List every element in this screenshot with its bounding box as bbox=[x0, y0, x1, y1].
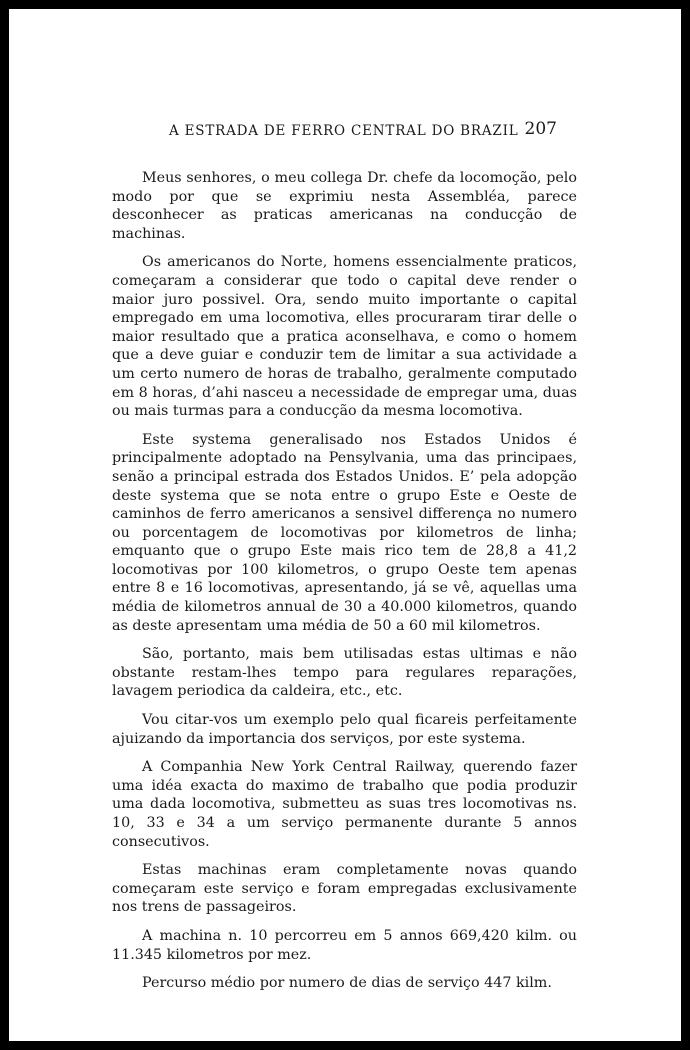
book-page bbox=[9, 9, 681, 1041]
paragraph: São, portanto, mais bem utilisadas estas ultimas e não obstante restam-lhes tempo para regulares reparações, lavagem periodica da caldeira, etc., etc. bbox=[112, 646, 577, 700]
running-title: A ESTRADA DE FERRO CENTRAL DO BRAZIL bbox=[169, 123, 519, 139]
paragraph: Vou citar-vos um exemplo pelo qual ficareis perfeitamente ajuizando da importancia dos serviços, por este systema. bbox=[112, 712, 577, 747]
page-number: 207 bbox=[524, 119, 557, 139]
paragraph: A Companhia New York Central Railway, querendo fazer uma idéa exacta do maximo de trabalho que podia produzir uma dada locomotiva, submetteu as suas tres locomotivas ns. 10, 33 e 34 a um serviço permanente durante 5 annos consecutivos. bbox=[112, 759, 577, 850]
paragraph: Estas machinas eram completamente novas quando começaram este serviço e foram empregadas exclusivamente nos trens de passageiros. bbox=[112, 862, 577, 916]
page-header bbox=[169, 119, 579, 149]
paragraph: Os americanos do Norte, homens essencialmente praticos, começaram a considerar que todo o capital deve render o maior juro possivel. Ora, sendo muito importante o capital empregado em uma locomotiva, elles procuraram tirar delle o maior resultado que a pratica aconselhava, e como o homem que a deve guiar e conduzir tem de limitar a sua actividade a um certo numero de horas de trabalho, geralmente computado em 8 horas, d’ahi nasceu a necessidade de empregar uma, duas ou mais turmas para a conducção da mesma locomotiva. bbox=[112, 254, 577, 420]
paragraph: Este systema generalisado nos Estados Unidos é principalmente adoptado na Pensylvania, uma das principaes, senão a principal estrada dos Estados Unidos. E’ pela adopção deste systema que se nota entre o grupo Este e Oeste de caminhos de ferro americanos a sensivel differença no numero ou porcentagem de locomotivas por kilometros de linha; emquanto que o grupo Este mais rico tem de 28,8 a 41,2 locomotivas por 100 kilometros, o grupo Oeste tem apenas entre 8 e 16 locomotivas, apresentando, já se vê, aquellas uma média de kilometros annual de 30 a 40.000 kilometros, quando as deste apresentam uma média de 50 a 60 mil kilometros. bbox=[112, 431, 577, 634]
body-text bbox=[112, 169, 577, 1003]
paragraph: A machina n. 10 percorreu em 5 annos 669,420 kilm. ou 11.345 kilometros por mez. bbox=[112, 927, 577, 963]
paragraph: Meus senhores, o meu collega Dr. chefe da locomoção, pelo modo por que se exprimiu nesta Assembléa, parece desconhecer as praticas americanas na conducção de machinas. bbox=[112, 170, 577, 242]
paragraph: Percurso médio por numero de dias de serviço 447 kilm. bbox=[142, 975, 552, 992]
